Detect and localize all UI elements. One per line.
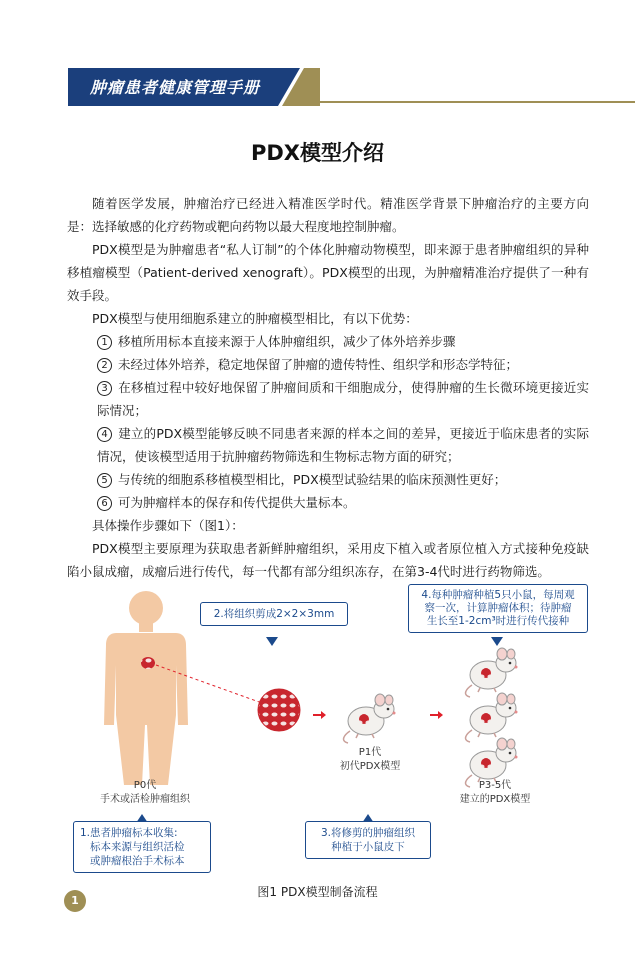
pointer-down-icon — [491, 637, 503, 646]
figure-caption: 图1 PDX模型制备流程 — [257, 885, 378, 899]
p35-sublabel: 建立的PDX模型 — [459, 794, 531, 805]
paragraph-intro: 随着医学发展，肿瘤治疗已经进入精准医学时代。精准医学背景下肿瘤治疗的主要方向是：选择敏感的化疗药物或靶向药物以最大程度地控制肿瘤。 — [67, 196, 589, 234]
step4-callout — [408, 584, 588, 633]
paragraph-principle: PDX模型主要原理为获取患者新鲜肿瘤组织，采用皮下植入或者原位植入方式接种免疫缺陷小鼠成瘤，成瘤后进行传代，每一代都有部分组织冻存，在第3-4代时进行药物筛选。 — [67, 541, 589, 579]
step1-line: 或肿瘤根治手术标本 — [90, 855, 185, 867]
step4-line: 察一次，计算肿瘤体积；待肿瘤 — [424, 602, 572, 614]
header-rule — [300, 101, 635, 103]
number-badge: 1 — [97, 335, 112, 350]
paragraph-advantages-intro: PDX模型与使用细胞系建立的肿瘤模型相比，有以下优势： — [92, 311, 418, 326]
p1-sublabel: 初代PDX模型 — [339, 761, 401, 772]
step4-line: 生长至1-2cm³时进行传代接种 — [426, 615, 570, 627]
list-item — [67, 491, 589, 514]
list-item-text: 与传统的细胞系移植模型相比，PDX模型试验结果的临床预测性更好； — [118, 472, 507, 487]
list-item — [67, 422, 589, 468]
arrow-icon — [313, 711, 326, 719]
p0-label-block — [78, 779, 212, 807]
pointer-down-icon — [266, 637, 278, 646]
p0-sublabel: 手术或活检肿瘤组织 — [100, 794, 190, 805]
step2-callout — [200, 602, 348, 626]
paragraph-pdx-definition: PDX模型是为肿瘤患者“私人订制”的个体化肿瘤动物模型，即来源于患者肿瘤组织的异种移植瘤模型（Patient-derived xenograft）。PDX模型的出现，为肿瘤精准治疗提供了一种有效手段。 — [67, 242, 589, 303]
step3-callout — [305, 821, 431, 859]
list-item-text: 移植所用标本直接来源于人体肿瘤组织，减少了体外培养步骤 — [118, 334, 456, 349]
step1-callout — [73, 821, 211, 873]
pdx-flow-figure — [0, 575, 635, 915]
step3-line: 种植于小鼠皮下 — [331, 841, 405, 853]
page-number: 1 — [64, 890, 86, 912]
number-badge: 5 — [97, 473, 112, 488]
mouse-p1-icon — [344, 694, 396, 743]
list-item-text: 建立的PDX模型能够反映不同患者来源的样本之间的差异，更接近于临床患者的实际情况，使该模型适用于抗肿瘤药物筛选和生物标志物方面的研究； — [97, 426, 589, 464]
step2-text: 2.将组织剪成2×2×3mm — [213, 608, 335, 620]
p1-label: P1代 — [358, 747, 382, 758]
number-badge: 6 — [97, 496, 112, 511]
header-title: 肿瘤患者健康管理手册 — [90, 78, 261, 97]
list-item — [67, 353, 589, 376]
step3-line: 3.将修剪的肿瘤组织 — [320, 827, 416, 839]
p35-label-block — [445, 779, 545, 807]
list-item — [67, 330, 589, 353]
list-item-text: 未经过体外培养，稳定地保留了肿瘤的遗传特性、组织学和形态学特征； — [118, 357, 519, 372]
list-item — [67, 468, 589, 491]
step4-line: 4.每种肿瘤种植5只小鼠，每周观 — [421, 589, 575, 601]
tumor-tissue-dish — [258, 689, 300, 731]
patient-figure — [104, 591, 188, 785]
p35-label: P3-5代 — [478, 780, 512, 791]
body-text — [67, 192, 589, 583]
mouse-p3-icon — [466, 648, 518, 697]
list-item-text: 在移植过程中较好地保留了肿瘤间质和干细胞成分，使得肿瘤的生长微环境更接近实际情况； — [97, 380, 589, 418]
step1-line: 标本来源与组织活检 — [90, 841, 185, 853]
mouse-p4-icon — [466, 693, 518, 742]
list-item — [67, 376, 589, 422]
arrow-icon — [430, 711, 443, 719]
number-badge: 3 — [97, 381, 112, 396]
p0-label: P0代 — [133, 780, 157, 791]
paragraph-steps-intro: 具体操作步骤如下（图1）： — [92, 518, 244, 533]
step1-line: 1.患者肿瘤标本收集: — [80, 827, 178, 839]
p1-label-block — [325, 746, 415, 774]
document-title: PDX模型介绍 — [250, 141, 384, 165]
number-badge: 4 — [97, 427, 112, 442]
list-item-text: 可为肿瘤样本的保存和传代提供大量标本。 — [118, 495, 356, 510]
number-badge: 2 — [97, 358, 112, 373]
